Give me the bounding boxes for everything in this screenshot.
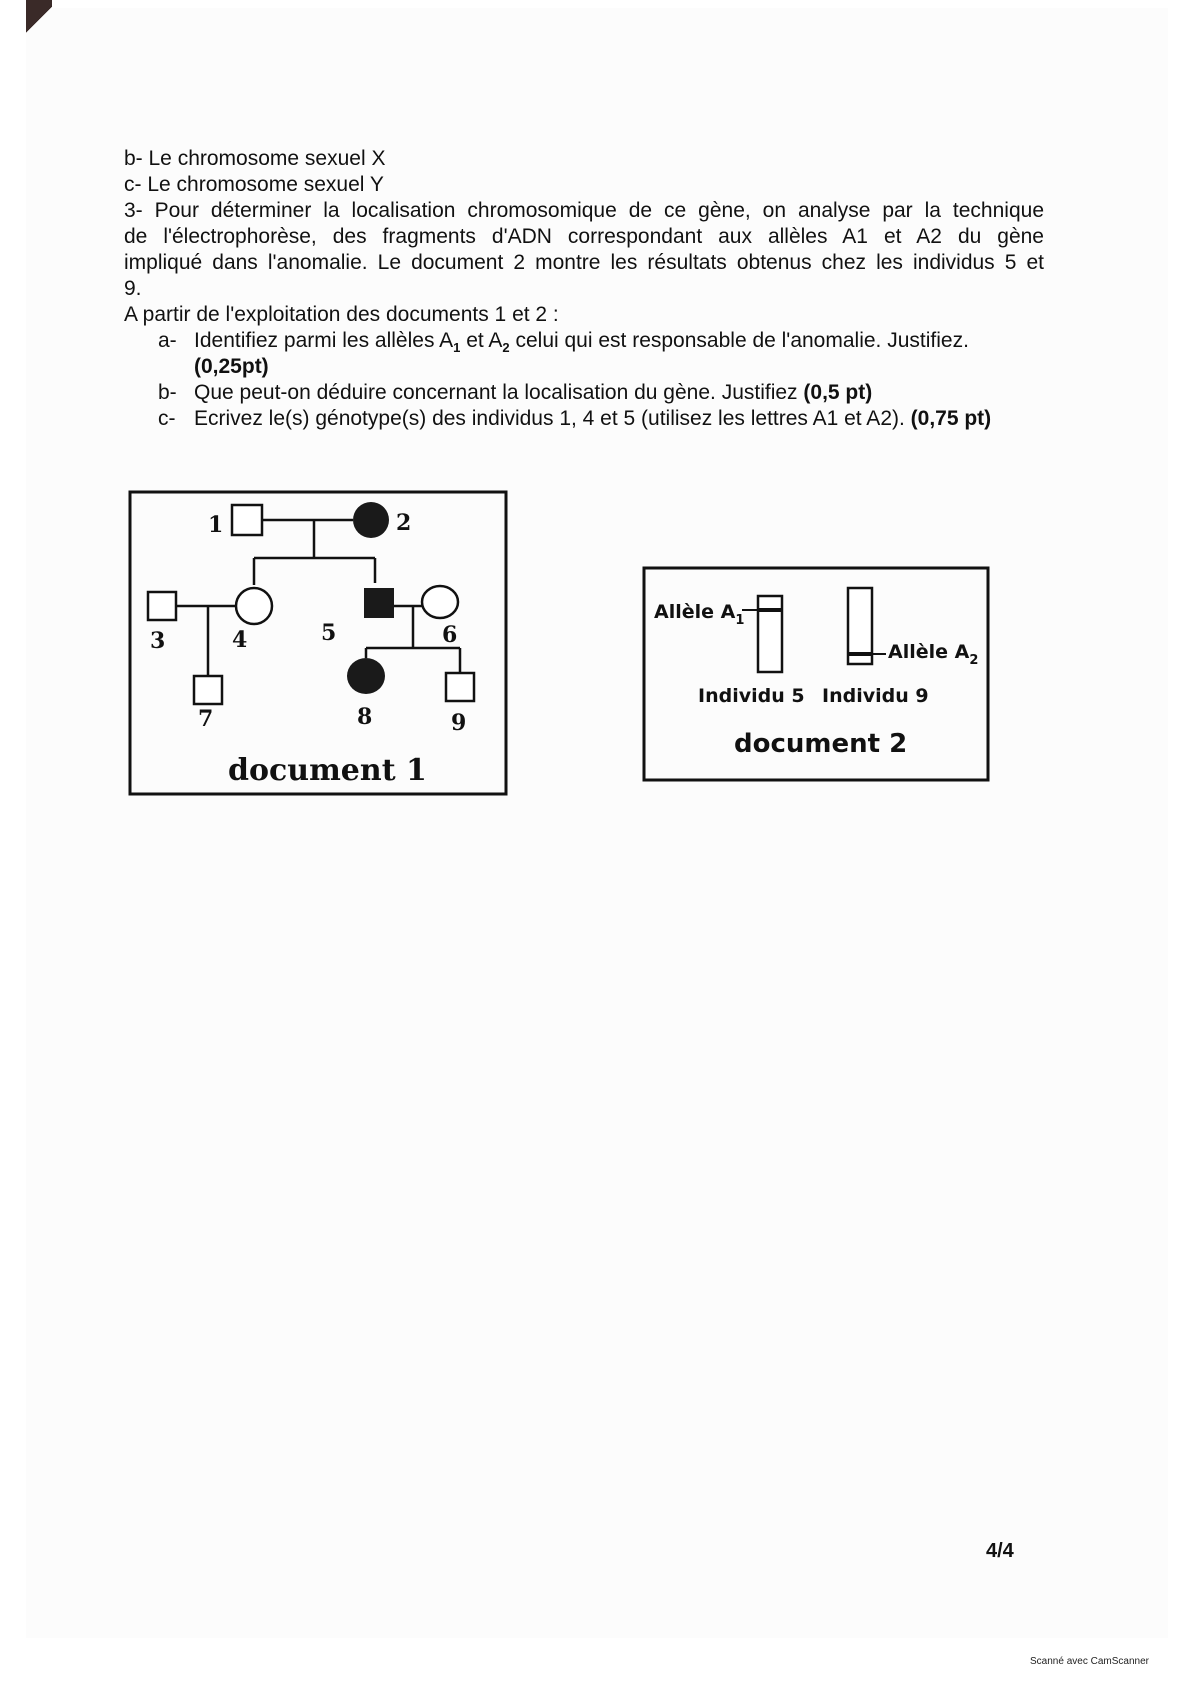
question-3-line-4: 9. — [124, 277, 142, 300]
individual-4-unaffected-female — [236, 588, 272, 624]
label-allele-a1: Allèle $A_1$ — [654, 601, 745, 628]
page-number: 4/4 — [986, 1540, 1014, 1562]
document-2-caption: document 2 — [734, 729, 908, 759]
question-3-line-3: impliqué dans l'anomalie. Le document 2 montre les résultats obtenus chez les individus 5 et — [124, 251, 1044, 274]
label-individual-9: Individu 9 — [822, 685, 929, 707]
option-b: b- Le chromosome sexuel X — [124, 147, 386, 170]
individual-6-unaffected-female — [422, 586, 458, 618]
sub-question-a-label: a- — [158, 329, 177, 352]
question-3-line-1: 3- Pour déterminer la localisation chromosomique de ce gène, on analyse par la technique — [124, 199, 1044, 222]
individual-7-unaffected-male — [194, 676, 222, 704]
individual-1-unaffected-male — [232, 505, 262, 535]
scan-corner-mark — [26, 0, 52, 40]
label-individual-6: 6 — [442, 622, 458, 648]
gel-lane-individual-5 — [758, 596, 782, 672]
individual-9-unaffected-male — [446, 673, 474, 701]
individual-5-affected-male — [364, 588, 394, 618]
sub-question-a-points: (0,25pt) — [194, 355, 269, 378]
sub-question-b: Que peut-on déduire concernant la localisation du gène. Justifiez (0,5 pt) — [194, 381, 873, 404]
instruction-intro: A partir de l'exploitation des documents 1 et 2 : — [124, 303, 559, 326]
label-individual-2: 2 — [396, 510, 412, 536]
individual-3-unaffected-male — [148, 592, 176, 620]
document-1-pedigree — [128, 490, 508, 796]
sub-question-a: Identifiez parmi les allèles $A_1$ et $A_2$ celui qui est responsable de l'anomalie. Justifiez. — [194, 329, 969, 356]
scanner-footer: Scanné avec CamScanner — [1030, 1656, 1149, 1667]
label-individual-8: 8 — [357, 704, 373, 730]
sub-question-c: Ecrivez le(s) génotype(s) des individus 1, 4 et 5 (utilisez les lettres A1 et A2). (0,75 pt) — [194, 407, 992, 430]
sub-question-c-label: c- — [158, 407, 176, 430]
document-1-caption: document 1 — [228, 753, 427, 788]
option-c: c- Le chromosome sexuel Y — [124, 173, 384, 196]
label-individual-9: 9 — [451, 710, 467, 736]
label-individual-7: 7 — [198, 706, 214, 732]
label-allele-a2: Allèle $A_2$ — [888, 641, 979, 668]
sub-question-b-label: b- — [158, 381, 177, 404]
question-3-line-2: de l'électrophorèse, des fragments d'ADN correspondant aux allèles A1 et A2 du gène — [124, 225, 1044, 248]
label-individual-1: 1 — [208, 512, 224, 538]
label-individual-5: Individu 5 — [698, 685, 805, 707]
individual-2-affected-female — [353, 502, 389, 538]
label-individual-4: 4 — [232, 627, 248, 653]
label-individual-5: 5 — [321, 620, 337, 646]
individual-8-affected-female — [347, 658, 385, 694]
label-individual-3: 3 — [150, 628, 166, 654]
document-2-electrophoresis — [642, 566, 990, 782]
